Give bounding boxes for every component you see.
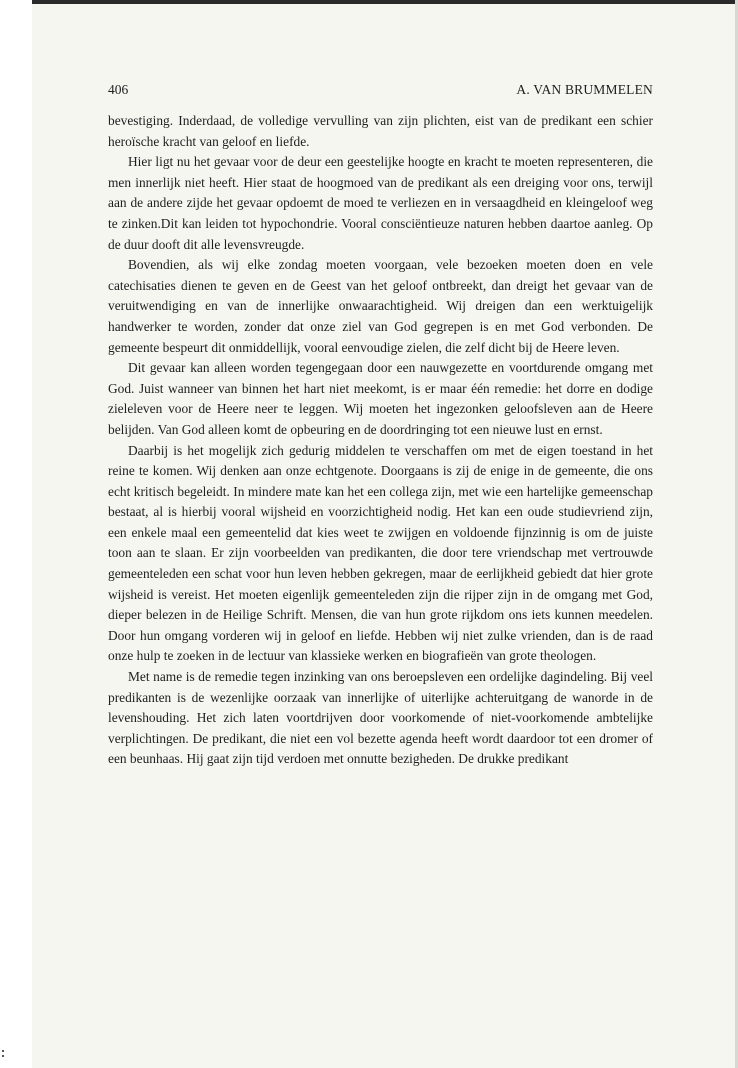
page-number: 406: [108, 82, 129, 97]
paragraph: Met name is de remedie tegen inzinking van ons beroepsleven een ordelijke dagindeling. Bij veel predikanten is de wezenlijke oorzaak van innerlijke of uiterlijke achteruitgang de wanorde in de levenshouding. Het zich laten voortdrijven door voorkomende of niet-voorkomende ambtelijke verplichtingen. De predikant, die niet een vol bezette agenda heeft wordt daardoor tot een dromer of een beunhaas. Hij gaat zijn tijd verdoen met onnutte bezigheden. De drukke predikant: [108, 669, 653, 767]
scan-margin: [0, 0, 32, 1068]
paragraph: Daarbij is het mogelijk zich gedurig middelen te verschaffen om met de eigen toestand in het reine te komen. Wij denken aan onze echtgenote. Doorgaans is zij de enige in de gemeente, die ons echt kritisch begeleidt. In mindere mate kan het een collega zijn, met wie een hartelijke gemeenschap bestaat, al is hierbij vooral wijsheid en voorzichtigheid nodig. Het kan een oude studievriend zijn, een enkele maal een gemeentelid dat kies weet te zwijgen en voldoende fijnzinnig is om de juiste toon aan te slaan. Er zijn voorbeelden van predikanten, die door tere vriendschap met vertrouwde gemeenteleden een schat voor hun leven hebben gekregen, maar de eerlijkheid gebiedt dat hier grote wijsheid is vereist. Het moeten eigenlijk gemeenteleden zijn die rijper zijn in de omgang met God, dieper belezen in de Heilige Schrift. Mensen, die van hun grote rijkdom ons iets kunnen meedelen. Door hun omgang vorderen wij in geloof en liefde. Hebben wij niet zulke vrienden, dan is de raad onze hulp te zoeken in de lectuur van klassieke werken en biografieën van grote theologen.: [108, 442, 653, 664]
scan-artifact: [2, 1050, 5, 1060]
page-header: [108, 82, 653, 102]
paragraph: Hier ligt nu het gevaar voor de deur een geestelijke hoogte en kracht te moeten representeren, die men innerlijk niet heeft. Hier staat de hoogmoed van de predikant als een dreiging voor ons, terwijl aan de andere zijde het gevaar opdoemt de moed te verliezen en in versaagdheid en kleingeloof weg te zinken.Dit kan leiden tot hypochondrie. Vooral consciëntieuze naturen hebben daartoe aanleg. Op de duur dooft dit alle levensvreugde.: [108, 154, 653, 252]
paragraph: bevestiging. Inderdaad, de volledige vervulling van zijn plichten, eist van de predikant een schier heroïsche kracht van geloof en liefde.: [108, 113, 653, 149]
paragraph: Dit gevaar kan alleen worden tegengegaan door een nauwgezette en voortdurende omgang met God. Juist wanneer van binnen het hart niet meekomt, is er maar één remedie: het dorre en dodige zieleleven voor de Heere neer te leggen. Wij moeten het ingezonken geloofsleven aan de Heere belijden. Van God alleen komt de opbeuring en de doordringing tot een nieuwe lust en ernst.: [108, 360, 653, 437]
paragraph: Bovendien, als wij elke zondag moeten voorgaan, vele bezoeken moeten doen en vele catechisaties dienen te geven en de Geest van het geloof ontbreekt, dan dreigt het gevaar van de veruitwendiging en van de innerlijke onwaarachtigheid. Wij dreigen dan een werktuigelijk handwerker te worden, zonder dat onze ziel van God gegrepen is en met God verbonden. De gemeente bespeurt dit onmiddellijk, vooral eenvoudige zielen, die zelf dicht bij de Heere leven.: [108, 257, 653, 355]
body-text: [108, 111, 653, 770]
running-head: A. VAN BRUMMELEN: [516, 82, 653, 97]
